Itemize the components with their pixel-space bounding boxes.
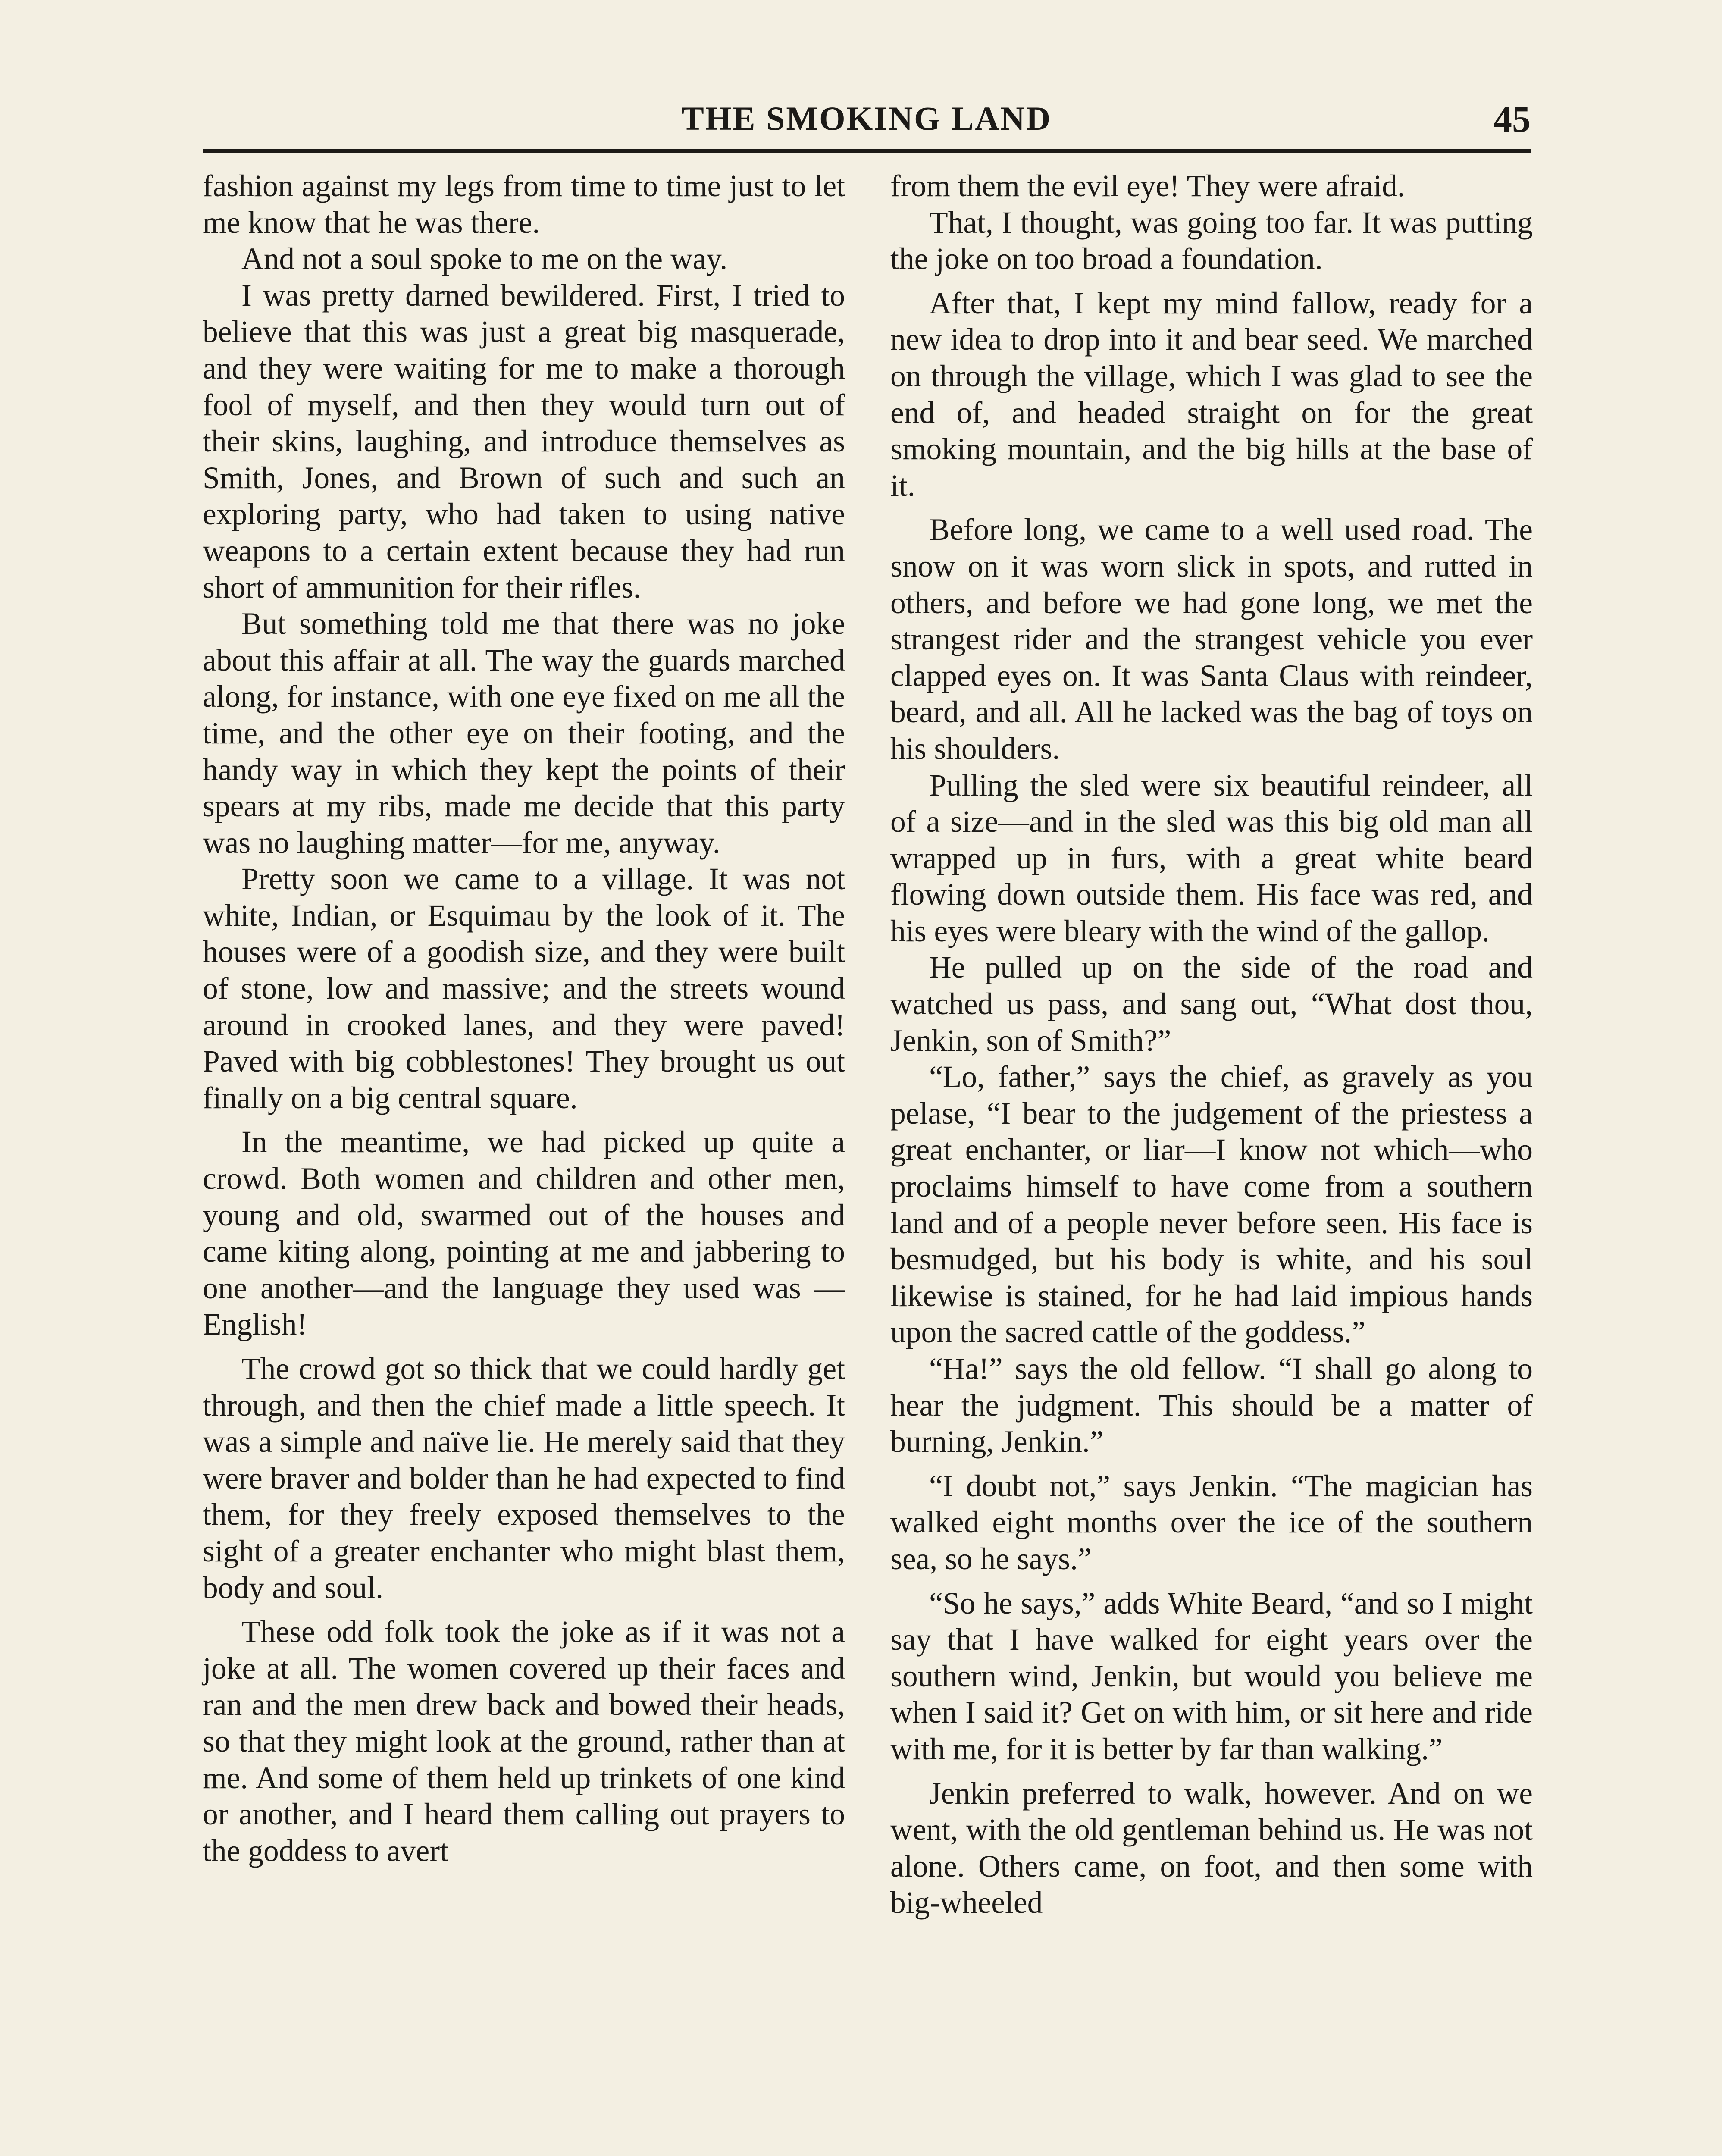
paragraph: “I doubt not,” says Jenkin. “The magician has walked eight months over the ice of the southern sea, so he says.” — [890, 1469, 1533, 1576]
paragraph: That, I thought, was going too far. It was putting the joke on too broad a foundation. — [890, 205, 1533, 276]
paragraph: I was pretty darned bewildered. First, I tried to believe that this was just a great big masquerade, and they were waiting for me to make a thorough fool of myself, and then they would turn out of their skins, laughing, and introduce themselves as Smith, Jones, and Brown of such and such an exploring party, who had taken to using native weapons to a certain extent because they had run short of ammunition for their rifles. — [203, 278, 845, 605]
paragraph: These odd folk took the joke as if it was not a joke at all. The women covered up their faces and ran and the men drew back and bowed their heads, so that they might look at the ground, rather than at me. And some of them held up trinkets of one kind or another, and I heard them calling out prayers to the goddess to avert — [203, 1615, 845, 1868]
paragraph: But something told me that there was no joke about this affair at all. The way the guards marched along, for instance, with one eye fixed on me all the time, and the other eye on their footing, and the handy way in which they kept the points of their spears at my ribs, made me decide that this party was no laughing matter—for me, anyway. — [203, 607, 845, 860]
paragraph: After that, I kept my mind fallow, ready for a new idea to drop into it and bear seed. We marched on through the village, which I was glad to see the end of, and headed straight on for the great smoking mountain, and the big hills at the base of it. — [890, 286, 1533, 503]
paragraph: Jenkin preferred to walk, however. And on we went, with the old gentleman behind us. He was not alone. Others came, on foot, and then some with big-wheeled — [890, 1776, 1533, 1920]
page-header — [203, 95, 1531, 151]
paragraph: In the meantime, we had picked up quite a crowd. Both women and children and other men, young and old, swarmed out of the houses and came kiting along, pointing at me and jabbering to one another—and the language they used was —English! — [203, 1125, 845, 1342]
header-rule — [203, 149, 1531, 153]
paragraph: The crowd got so thick that we could hardly get through, and then the chief made a little speech. It was a simple and naïve lie. He merely said that they were braver and bolder than he had expected to find them, for they freely exposed themselves to the sight of a greater enchanter who might blast them, body and soul. — [203, 1352, 845, 1605]
right-column — [890, 168, 1533, 1921]
paragraph: “Ha!” says the old fellow. “I shall go along to hear the judgment. This should be a matter of burning, Jenkin.” — [890, 1352, 1533, 1459]
paragraph: from them the evil eye! They were afraid. — [890, 169, 1405, 203]
paragraph: And not a soul spoke to me on the way. — [241, 242, 728, 276]
paragraph: “Lo, father,” says the chief, as gravely as you pelase, “I bear to the judgement of the priestess a great enchanter, or liar—I know not which—who proclaims himself to have come from a southern land and of a people never before seen. His face is besmudged, but his body is white, and his soul likewise is stained, for he had laid impious hands upon the sacred cattle of the goddess.” — [890, 1060, 1533, 1350]
paragraph: “So he says,” adds White Beard, “and so I might say that I have walked for eight years over the southern wind, Jenkin, but would you believe me when I said it? Get on with him, or sit here and ride with me, for it is better by far than walking.” — [890, 1586, 1533, 1766]
paragraph: Pretty soon we came to a village. It was not white, Indian, or Esquimau by the look of it. The houses were of a goodish size, and they were built of stone, low and massive; and the streets wound around in crooked lanes, and they were paved! Paved with big cobblestones! They brought us out finally on a big central square. — [203, 862, 845, 1115]
left-column — [203, 168, 845, 1869]
paragraph: Before long, we came to a well used road. The snow on it was worn slick in spots, and rutted in others, and before we had gone long, we met the strangest rider and the strangest vehicle you ever clapped eyes on. It was Santa Claus with reindeer, beard, and all. All he lacked was the bag of toys on his shoulders. — [890, 513, 1533, 766]
paragraph: He pulled up on the side of the road and watched us pass, and sang out, “What dost thou, Jenkin, son of Smith?” — [890, 950, 1533, 1058]
paragraph: fashion against my legs from time to time just to let me know that he was there. — [203, 169, 845, 240]
running-title: THE SMOKING LAND — [681, 100, 1052, 137]
page-number: 45 — [1493, 98, 1531, 140]
paragraph: Pulling the sled were six beautiful reindeer, all of a size—and in the sled was this big old man all wrapped up in furs, with a great white beard flowing down outside them. His face was red, and his eyes were bleary with the wind of the gallop. — [890, 768, 1533, 948]
